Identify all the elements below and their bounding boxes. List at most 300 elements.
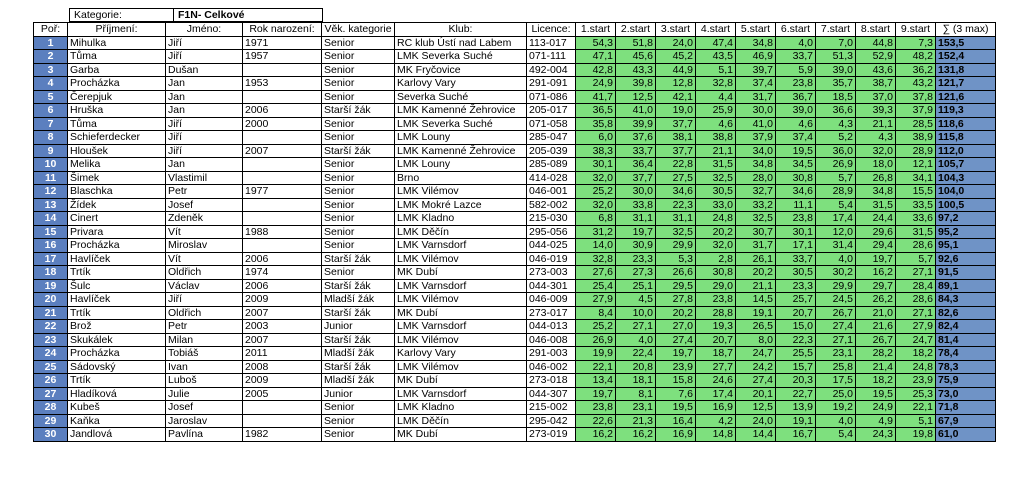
cell-start-6: 37,4: [776, 131, 816, 145]
table-row: [34, 401, 996, 415]
cell-first-name: Jiří: [166, 293, 243, 307]
cell-start-8: 18,2: [856, 374, 896, 388]
cell-start-4: 4,6: [696, 117, 736, 131]
cell-licence: 492-004: [527, 63, 576, 77]
cell-start-8: 19,7: [856, 252, 896, 266]
cell-start-1: 47,1: [576, 50, 616, 64]
cell-start-8: 26,2: [856, 293, 896, 307]
cell-licence: 071-058: [527, 117, 576, 131]
cell-start-9: 18,2: [896, 347, 936, 361]
cell-club: LMK Louny: [395, 131, 527, 145]
cell-start-1: 32,0: [576, 198, 616, 212]
cell-start-2: 25,1: [616, 279, 656, 293]
cell-start-6: 25,5: [776, 347, 816, 361]
cell-start-4: 20,2: [696, 225, 736, 239]
category-label: Kategorie:: [70, 9, 174, 22]
cell-start-9: 24,7: [896, 333, 936, 347]
cell-start-7: 5,7: [816, 171, 856, 185]
cell-start-2: 21,3: [616, 414, 656, 428]
cell-surname: Procházka: [68, 347, 166, 361]
cell-club: RC klub Ústí nad Labem: [395, 36, 527, 50]
cell-start-4: 47,4: [696, 36, 736, 50]
cell-start-1: 42,8: [576, 63, 616, 77]
cell-start-6: 30,5: [776, 266, 816, 280]
cell-start-3: 32,5: [656, 225, 696, 239]
cell-start-3: 45,2: [656, 50, 696, 64]
results-sheet: [33, 8, 996, 442]
table-row: [34, 279, 996, 293]
cell-rank: 12: [34, 185, 68, 199]
cell-birth-year: 2007: [243, 144, 322, 158]
cell-club: Severka Suché: [395, 90, 527, 104]
cell-start-1: 27,6: [576, 266, 616, 280]
cell-birth-year: [243, 198, 322, 212]
cell-start-4: 20,7: [696, 333, 736, 347]
cell-surname: Kaňka: [68, 414, 166, 428]
cell-start-7: 28,9: [816, 185, 856, 199]
cell-rank: 18: [34, 266, 68, 280]
cell-start-2: 43,3: [616, 63, 656, 77]
cell-start-8: 16,2: [856, 266, 896, 280]
cell-licence: 071-111: [527, 50, 576, 64]
cell-start-6: 5,9: [776, 63, 816, 77]
table-row: [34, 90, 996, 104]
cell-start-6: 4,6: [776, 117, 816, 131]
cell-start-9: 36,2: [896, 63, 936, 77]
cell-start-1: 13,4: [576, 374, 616, 388]
cell-start-4: 21,1: [696, 144, 736, 158]
cell-birth-year: 2007: [243, 306, 322, 320]
cell-start-6: 11,1: [776, 198, 816, 212]
cell-start-8: 43,6: [856, 63, 896, 77]
table-row: [34, 387, 996, 401]
cell-start-9: 28,4: [896, 279, 936, 293]
cell-birth-year: [243, 158, 322, 172]
cell-first-name: Jiří: [166, 36, 243, 50]
cell-licence: 291-003: [527, 347, 576, 361]
cell-birth-year: 2006: [243, 104, 322, 118]
cell-surname: Tůma: [68, 50, 166, 64]
cell-start-2: 10,0: [616, 306, 656, 320]
cell-start-8: 34,8: [856, 185, 896, 199]
cell-club: MK Fryčovice: [395, 63, 527, 77]
cell-club: LMK Kamenné Žehrovice: [395, 104, 527, 118]
cell-start-1: 54,3: [576, 36, 616, 50]
cell-surname: Garba: [68, 63, 166, 77]
cell-start-7: 5,4: [816, 428, 856, 442]
cell-licence: 071-086: [527, 90, 576, 104]
cell-licence: 285-047: [527, 131, 576, 145]
cell-start-5: 34,8: [736, 36, 776, 50]
cell-start-5: 24,0: [736, 414, 776, 428]
cell-surname: Šimek: [68, 171, 166, 185]
cell-rank: 11: [34, 171, 68, 185]
cell-club: Brno: [395, 171, 527, 185]
cell-start-4: 24,8: [696, 212, 736, 226]
cell-start-4: 17,4: [696, 387, 736, 401]
cell-start-5: 8,0: [736, 333, 776, 347]
cell-age-category: Junior: [322, 320, 395, 334]
cell-club: Karlovy Vary: [395, 347, 527, 361]
cell-licence: 273-018: [527, 374, 576, 388]
cell-surname: Mihulka: [68, 36, 166, 50]
cell-start-7: 4,0: [816, 414, 856, 428]
cell-total: 104,0: [936, 185, 996, 199]
cell-start-5: 39,7: [736, 63, 776, 77]
cell-start-3: 7,6: [656, 387, 696, 401]
cell-rank: 27: [34, 387, 68, 401]
cell-start-2: 4,5: [616, 293, 656, 307]
cell-start-7: 51,3: [816, 50, 856, 64]
cell-start-5: 28,0: [736, 171, 776, 185]
cell-start-4: 4,4: [696, 90, 736, 104]
cell-start-4: 23,8: [696, 293, 736, 307]
cell-start-2: 39,9: [616, 117, 656, 131]
cell-start-4: 27,7: [696, 360, 736, 374]
cell-first-name: Dušan: [166, 63, 243, 77]
cell-surname: Jandlová: [68, 428, 166, 442]
cell-start-9: 27,1: [896, 306, 936, 320]
table-row: [34, 117, 996, 131]
col-header-club: Klub:: [395, 23, 527, 37]
cell-age-category: Senior: [322, 117, 395, 131]
cell-start-8: 52,9: [856, 50, 896, 64]
cell-start-9: 33,6: [896, 212, 936, 226]
cell-start-2: 31,1: [616, 212, 656, 226]
cell-start-6: 34,5: [776, 158, 816, 172]
cell-start-9: 5,7: [896, 252, 936, 266]
cell-start-9: 12,1: [896, 158, 936, 172]
cell-start-8: 44,8: [856, 36, 896, 50]
cell-age-category: Junior: [322, 387, 395, 401]
cell-first-name: Pavlína: [166, 428, 243, 442]
cell-age-category: Senior: [322, 171, 395, 185]
cell-total: 153,5: [936, 36, 996, 50]
col-header-total: ∑ (3 max): [936, 23, 996, 37]
cell-total: 91,5: [936, 266, 996, 280]
table-row: [34, 225, 996, 239]
table-row: [34, 347, 996, 361]
cell-start-1: 14,0: [576, 239, 616, 253]
cell-start-5: 31,7: [736, 90, 776, 104]
cell-start-6: 20,7: [776, 306, 816, 320]
cell-first-name: Jan: [166, 77, 243, 91]
cell-licence: 295-056: [527, 225, 576, 239]
cell-start-2: 33,8: [616, 198, 656, 212]
cell-club: LMK Vilémov: [395, 333, 527, 347]
cell-start-2: 33,7: [616, 144, 656, 158]
cell-start-3: 27,0: [656, 320, 696, 334]
cell-age-category: Mladší žák: [322, 347, 395, 361]
cell-start-1: 6,8: [576, 212, 616, 226]
cell-first-name: Petr: [166, 185, 243, 199]
cell-licence: 046-009: [527, 293, 576, 307]
cell-start-1: 26,9: [576, 333, 616, 347]
cell-start-4: 32,8: [696, 77, 736, 91]
cell-start-2: 51,8: [616, 36, 656, 50]
cell-start-8: 21,6: [856, 320, 896, 334]
cell-start-8: 4,9: [856, 414, 896, 428]
cell-start-9: 23,9: [896, 374, 936, 388]
cell-rank: 24: [34, 347, 68, 361]
col-header-first-name: Jméno:: [166, 23, 243, 37]
cell-start-3: 27,4: [656, 333, 696, 347]
table-row: [34, 171, 996, 185]
cell-first-name: Ivan: [166, 360, 243, 374]
cell-first-name: Miroslav: [166, 239, 243, 253]
cell-total: 118,6: [936, 117, 996, 131]
col-header-start-9: 9.start: [896, 23, 936, 37]
results-table: [33, 22, 996, 442]
cell-start-7: 27,1: [816, 333, 856, 347]
cell-birth-year: 1977: [243, 185, 322, 199]
cell-start-5: 34,0: [736, 144, 776, 158]
cell-start-3: 15,8: [656, 374, 696, 388]
cell-licence: 273-019: [527, 428, 576, 442]
cell-start-4: 32,5: [696, 171, 736, 185]
cell-licence: 205-017: [527, 104, 576, 118]
cell-start-2: 45,6: [616, 50, 656, 64]
cell-start-5: 34,8: [736, 158, 776, 172]
cell-first-name: Jiří: [166, 117, 243, 131]
cell-club: LMK Vilémov: [395, 252, 527, 266]
cell-start-4: 18,7: [696, 347, 736, 361]
cell-start-7: 36,0: [816, 144, 856, 158]
cell-start-9: 24,8: [896, 360, 936, 374]
cell-start-5: 32,7: [736, 185, 776, 199]
cell-rank: 3: [34, 63, 68, 77]
cell-total: 152,4: [936, 50, 996, 64]
cell-rank: 7: [34, 117, 68, 131]
cell-start-5: 37,4: [736, 77, 776, 91]
table-row: [34, 239, 996, 253]
cell-age-category: Senior: [322, 225, 395, 239]
cell-club: LMK Vilémov: [395, 360, 527, 374]
table-body: [34, 36, 996, 441]
cell-birth-year: 2007: [243, 333, 322, 347]
cell-start-3: 27,5: [656, 171, 696, 185]
cell-birth-year: 2009: [243, 293, 322, 307]
table-row: [34, 374, 996, 388]
cell-club: LMK Vilémov: [395, 185, 527, 199]
cell-start-1: 23,8: [576, 401, 616, 415]
cell-start-4: 28,8: [696, 306, 736, 320]
col-header-start-1: 1.start: [576, 23, 616, 37]
cell-start-5: 21,1: [736, 279, 776, 293]
cell-surname: Brož: [68, 320, 166, 334]
cell-start-5: 30,0: [736, 104, 776, 118]
cell-start-9: 27,9: [896, 320, 936, 334]
cell-club: LMK Kladno: [395, 401, 527, 415]
cell-start-5: 12,5: [736, 401, 776, 415]
cell-birth-year: [243, 414, 322, 428]
cell-start-7: 30,2: [816, 266, 856, 280]
cell-total: 115,8: [936, 131, 996, 145]
table-row: [34, 63, 996, 77]
col-header-start-7: 7.start: [816, 23, 856, 37]
cell-start-1: 6,0: [576, 131, 616, 145]
cell-start-4: 30,5: [696, 185, 736, 199]
cell-start-4: 5,1: [696, 63, 736, 77]
cell-surname: Hladíková: [68, 387, 166, 401]
cell-first-name: Vít: [166, 225, 243, 239]
cell-birth-year: 2000: [243, 117, 322, 131]
cell-licence: 044-307: [527, 387, 576, 401]
cell-start-7: 26,9: [816, 158, 856, 172]
cell-start-7: 27,4: [816, 320, 856, 334]
cell-start-3: 37,7: [656, 144, 696, 158]
cell-start-1: 25,2: [576, 185, 616, 199]
cell-birth-year: [243, 212, 322, 226]
cell-start-1: 22,6: [576, 414, 616, 428]
cell-birth-year: 1982: [243, 428, 322, 442]
cell-start-6: 17,1: [776, 239, 816, 253]
cell-rank: 19: [34, 279, 68, 293]
cell-surname: Tůma: [68, 117, 166, 131]
cell-start-8: 21,1: [856, 117, 896, 131]
cell-start-8: 21,4: [856, 360, 896, 374]
cell-age-category: Starší žák: [322, 306, 395, 320]
cell-birth-year: [243, 63, 322, 77]
cell-total: 78,4: [936, 347, 996, 361]
cell-start-2: 16,2: [616, 428, 656, 442]
cell-start-1: 16,2: [576, 428, 616, 442]
cell-start-8: 29,7: [856, 279, 896, 293]
col-header-start-6: 6.start: [776, 23, 816, 37]
col-header-surname: Příjmení:: [68, 23, 166, 37]
cell-start-5: 20,2: [736, 266, 776, 280]
cell-birth-year: 1971: [243, 36, 322, 50]
cell-surname: Skukálek: [68, 333, 166, 347]
cell-surname: Trtík: [68, 374, 166, 388]
cell-start-7: 39,0: [816, 63, 856, 77]
cell-age-category: Senior: [322, 131, 395, 145]
cell-start-4: 4,2: [696, 414, 736, 428]
col-header-rank: Poř:: [34, 23, 68, 37]
cell-club: LMK Děčín: [395, 414, 527, 428]
category-value: F1N- Celkové: [174, 9, 323, 22]
cell-start-1: 36,5: [576, 104, 616, 118]
cell-total: 78,3: [936, 360, 996, 374]
cell-start-1: 30,1: [576, 158, 616, 172]
cell-start-3: 19,0: [656, 104, 696, 118]
cell-surname: Havlíček: [68, 252, 166, 266]
cell-rank: 6: [34, 104, 68, 118]
cell-age-category: Starší žák: [322, 279, 395, 293]
cell-rank: 5: [34, 90, 68, 104]
cell-licence: 046-002: [527, 360, 576, 374]
cell-start-6: 19,1: [776, 414, 816, 428]
cell-surname: Schieferdecker: [68, 131, 166, 145]
cell-start-6: 23,8: [776, 77, 816, 91]
cell-surname: Cinert: [68, 212, 166, 226]
cell-start-1: 22,1: [576, 360, 616, 374]
cell-first-name: Tobiáš: [166, 347, 243, 361]
cell-start-3: 37,7: [656, 117, 696, 131]
cell-total: 73,0: [936, 387, 996, 401]
cell-rank: 13: [34, 198, 68, 212]
col-header-birth-year: Rok narození:: [243, 23, 322, 37]
cell-start-4: 30,8: [696, 266, 736, 280]
cell-start-6: 15,7: [776, 360, 816, 374]
cell-start-7: 26,7: [816, 306, 856, 320]
cell-rank: 22: [34, 320, 68, 334]
table-row: [34, 185, 996, 199]
cell-first-name: Petr: [166, 320, 243, 334]
cell-total: 84,3: [936, 293, 996, 307]
cell-surname: Kubeš: [68, 401, 166, 415]
cell-total: 100,5: [936, 198, 996, 212]
cell-age-category: Senior: [322, 90, 395, 104]
cell-total: 105,7: [936, 158, 996, 172]
cell-rank: 14: [34, 212, 68, 226]
cell-total: 104,3: [936, 171, 996, 185]
cell-licence: 044-301: [527, 279, 576, 293]
cell-surname: Blaschka: [68, 185, 166, 199]
cell-start-8: 19,5: [856, 387, 896, 401]
cell-licence: 215-030: [527, 212, 576, 226]
cell-start-8: 24,4: [856, 212, 896, 226]
cell-start-4: 32,0: [696, 239, 736, 253]
cell-start-5: 46,9: [736, 50, 776, 64]
cell-start-7: 29,9: [816, 279, 856, 293]
cell-first-name: Vít: [166, 252, 243, 266]
cell-first-name: Jiří: [166, 131, 243, 145]
cell-club: LMK Varnsdorf: [395, 239, 527, 253]
cell-first-name: Milan: [166, 333, 243, 347]
cell-start-9: 43,2: [896, 77, 936, 91]
col-header-start-5: 5.start: [736, 23, 776, 37]
cell-start-8: 32,0: [856, 144, 896, 158]
cell-start-7: 25,8: [816, 360, 856, 374]
cell-rank: 25: [34, 360, 68, 374]
cell-licence: 273-017: [527, 306, 576, 320]
cell-start-6: 13,9: [776, 401, 816, 415]
cell-start-2: 18,1: [616, 374, 656, 388]
cell-start-4: 14,8: [696, 428, 736, 442]
cell-start-3: 5,3: [656, 252, 696, 266]
cell-licence: 285-089: [527, 158, 576, 172]
cell-start-1: 25,2: [576, 320, 616, 334]
cell-start-4: 24,6: [696, 374, 736, 388]
cell-start-8: 31,5: [856, 198, 896, 212]
cell-start-1: 38,3: [576, 144, 616, 158]
cell-licence: 046-001: [527, 185, 576, 199]
cell-start-5: 19,1: [736, 306, 776, 320]
table-row: [34, 252, 996, 266]
cell-start-7: 24,5: [816, 293, 856, 307]
cell-start-6: 19,5: [776, 144, 816, 158]
cell-rank: 15: [34, 225, 68, 239]
cell-first-name: Josef: [166, 401, 243, 415]
cell-start-8: 26,8: [856, 171, 896, 185]
cell-age-category: Senior: [322, 414, 395, 428]
cell-start-3: 23,9: [656, 360, 696, 374]
cell-start-4: 31,5: [696, 158, 736, 172]
cell-rank: 30: [34, 428, 68, 442]
cell-start-7: 18,5: [816, 90, 856, 104]
cell-start-3: 38,1: [656, 131, 696, 145]
cell-start-8: 29,4: [856, 239, 896, 253]
cell-licence: 044-025: [527, 239, 576, 253]
cell-start-7: 7,0: [816, 36, 856, 50]
table-row: [34, 360, 996, 374]
cell-start-4: 16,9: [696, 401, 736, 415]
cell-start-9: 38,9: [896, 131, 936, 145]
cell-surname: Žídek: [68, 198, 166, 212]
cell-start-5: 31,7: [736, 239, 776, 253]
cell-birth-year: [243, 131, 322, 145]
